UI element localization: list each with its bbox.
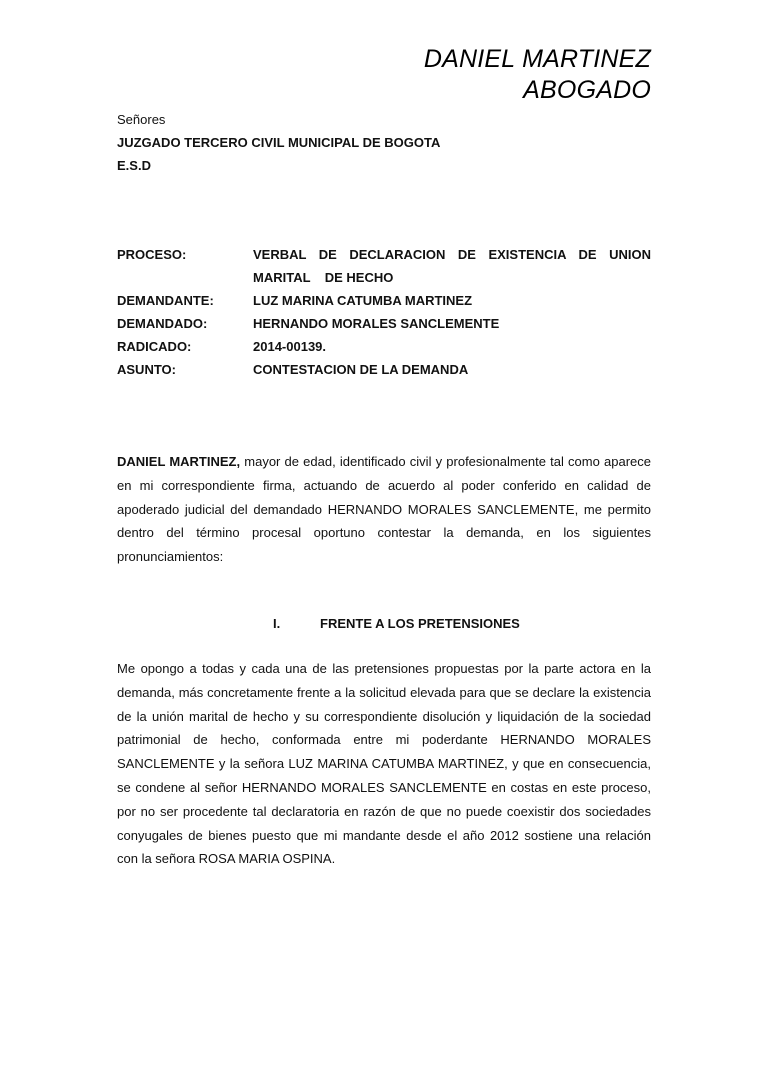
intro-bold-name: DANIEL MARTINEZ, [117,454,241,469]
letterhead [424,44,651,106]
proceso-label: PROCESO: [117,247,187,262]
proceso-value-line1: VERBAL DE DECLARACION DE EXISTENCIA DE UNION [253,247,651,262]
meta-row-demandado [117,312,651,335]
radicado-label: RADICADO: [117,339,192,354]
meta-row-demandante [117,289,651,312]
proceso-value-line2: MARITAL DE HECHO [253,270,394,285]
asunto-value: CONTESTACION DE LA DEMANDA [253,362,469,377]
asunto-label: ASUNTO: [117,362,176,377]
section-number: I. [273,616,281,631]
intro-paragraph [117,450,651,569]
meta-row-radicado [117,335,651,358]
section-body-paragraph: Me opongo a todas y cada una de las pretensiones propuestas por la parte actora en la demanda, más concretamente frente a la solicitud elevada para que se declare la existencia de la unión marital de hecho y su correspondiente disolución y liquidación de la sociedad patrimonial de hecho, conformada entre mi poderdante HERNANDO MORALES SANCLEMENTE y la señora LUZ MARINA CATUMBA MARTINEZ, y que en consecuencia, se condene al señor HERNANDO MORALES SANCLEMENTE en costas en este proceso, por no ser procedente tal declaratoria en razón de que no puede coexistir dos sociedades conyugales de bienes puesto que mi mandante desde el año 2012 sostiene una relación con la señora ROSA MARIA OSPINA. [117,661,651,867]
addressee-block [117,108,440,177]
court-name: JUZGADO TERCERO CIVIL MUNICIPAL DE BOGOTA [117,135,441,150]
lawyer-name: DANIEL MARTINEZ [423,45,651,73]
esd-line: E.S.D [117,158,151,173]
section-title: FRENTE A LOS PRETENSIONES [320,616,520,631]
meta-row-proceso-cont [117,266,651,289]
demandante-label: DEMANDANTE: [117,293,214,308]
demandante-value: LUZ MARINA CATUMBA MARTINEZ [253,293,473,308]
salutation: Señores [117,112,166,127]
meta-row-proceso [117,243,651,266]
demandado-value: HERNANDO MORALES SANCLEMENTE [253,316,500,331]
case-metadata [117,243,651,381]
meta-row-asunto [117,358,651,381]
lawyer-title: ABOGADO [523,76,651,104]
radicado-value: 2014-00139. [253,339,327,354]
intro-text: mayor de edad, identificado civil y profesionalmente tal como aparece en mi correspondiente firma, actuando de acuerdo al poder conferido en calidad de apoderado judicial del demandado HERNANDO MORALES SANCLEMENTE, me permito dentro del término procesal oportuno contestar la demanda, en los siguientes pronunciamientos: [117,454,651,565]
demandado-label: DEMANDADO: [117,316,208,331]
